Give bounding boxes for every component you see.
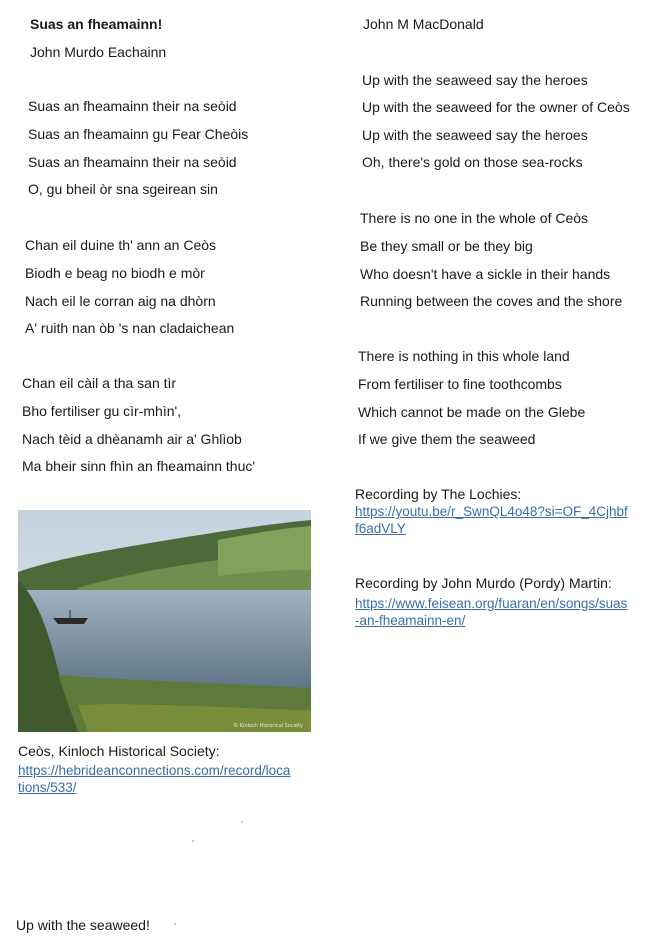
- english-verse3-line2: From fertiliser to fine toothcombs: [358, 376, 562, 392]
- gaelic-verse1-line4: O, gu bheil òr sna sgeirean sin: [28, 181, 218, 197]
- english-verse3-line1: There is nothing in this whole land: [358, 348, 570, 364]
- english-verse1-line2: Up with the seaweed for the owner of Ceòs: [362, 99, 630, 115]
- scan-speck: [174, 923, 176, 925]
- english-verse1-line4: Oh, there's gold on those sea-rocks: [362, 154, 583, 170]
- scan-speck: [241, 821, 243, 823]
- gaelic-verse2-line2: Biodh e beag no biodh e mòr: [25, 265, 205, 281]
- scan-speck: [192, 840, 194, 842]
- recording-lochies-link[interactable]: https://youtu.be/r_SwnQL4o48?si=OF_4Cjhbf f6adVLY: [355, 504, 628, 536]
- gaelic-verse2-line3: Nach eil le corran aig na dhòrn: [25, 293, 216, 309]
- gaelic-verse1-line2: Suas an fheamainn gu Fear Cheòis: [28, 126, 249, 142]
- gaelic-verse2-line4: A' ruith nan òb 's nan cladaichean: [25, 320, 235, 336]
- english-verse1-line1: Up with the seaweed say the heroes: [362, 72, 588, 88]
- footer-text: Up with the seaweed!: [16, 917, 150, 933]
- english-verse3-line3: Which cannot be made on the Glebe: [358, 404, 586, 420]
- song-title: Suas an fheamainn!: [30, 16, 163, 32]
- english-verse1-line3: Up with the seaweed say the heroes: [362, 127, 588, 143]
- recording-lochies-label: Recording by The Lochies:: [355, 486, 522, 502]
- gaelic-author: John Murdo Eachainn: [30, 44, 167, 60]
- english-author: John M MacDonald: [363, 16, 484, 32]
- english-verse3-line4: If we give them the seaweed: [358, 431, 536, 447]
- english-verse2-line2: Be they small or be they big: [360, 238, 533, 254]
- english-verse2-line1: There is no one in the whole of Ceòs: [360, 210, 589, 226]
- gaelic-verse1-line3: Suas an fheamainn their na seòid: [28, 154, 237, 170]
- gaelic-verse3-line1: Chan eil càil a tha san tìr: [22, 375, 177, 391]
- gaelic-verse2-line1: Chan eil duine th' ann an Ceòs: [25, 237, 217, 253]
- photo-credit: © Kinloch Historical Society: [233, 723, 303, 729]
- english-verse2-line3: Who doesn't have a sickle in their hands: [360, 266, 611, 282]
- landscape-photo: [18, 510, 311, 732]
- gaelic-verse1-line1: Suas an fheamainn their na seòid: [28, 98, 237, 114]
- gaelic-verse3-line4: Ma bheir sinn fhìn an fheamainn thuc': [22, 458, 256, 474]
- photo-source-link[interactable]: https://hebrideanconnections.com/record/loca tions/533/: [18, 763, 291, 795]
- gaelic-verse3-line2: Bho fertiliser gu cìr-mhìn',: [22, 403, 182, 419]
- gaelic-verse3-line3: Nach tèid a dhèanamh air a' Ghlìob: [22, 431, 242, 447]
- recording-martin-label: Recording by John Murdo (Pordy) Martin:: [355, 575, 612, 591]
- english-verse2-line4: Running between the coves and the shore: [360, 293, 623, 309]
- recording-martin-link[interactable]: https://www.feisean.org/fuaran/en/songs/suas -an-fheamainn-en/: [355, 596, 628, 628]
- photo-caption: Ceòs, Kinloch Historical Society:: [18, 743, 220, 759]
- landscape-photo-image: [18, 510, 311, 732]
